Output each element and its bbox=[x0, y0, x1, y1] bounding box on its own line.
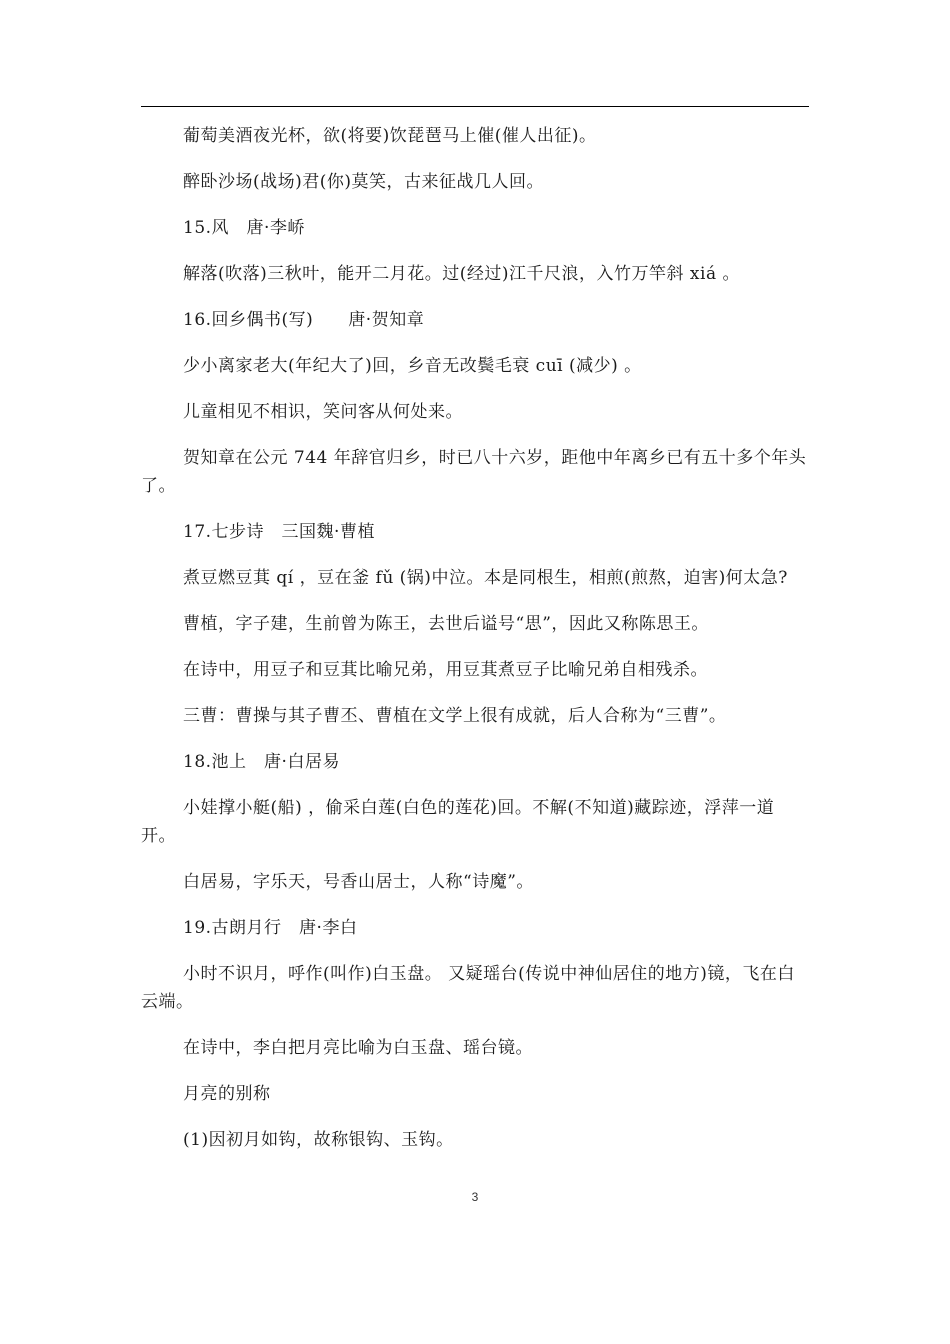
section-heading: 19.古朗月行 唐·李白 bbox=[183, 918, 358, 938]
paragraph: 三曹：曹操与其子曹丕、曹植在文学上很有成就，后人合称为“三曹”。 bbox=[183, 706, 727, 726]
paragraph: 在诗中，用豆子和豆萁比喻兄弟，用豆萁煮豆子比喻兄弟自相残杀。 bbox=[183, 660, 708, 680]
page-number: 3 bbox=[471, 1190, 479, 1204]
paragraph: 曹植，字子建，生前曾为陈王，去世后谥号“思”，因此又称陈思王。 bbox=[183, 614, 709, 634]
paragraph: (1)因初月如钩，故称银钩、玉钩。 bbox=[183, 1130, 454, 1150]
paragraph: 白居易，字乐天，号香山居士，人称“诗魔”。 bbox=[183, 872, 534, 892]
paragraph: 解落(吹落)三秋叶，能开二月花。过(经过)江千尺浪，入竹万竿斜 xiá 。 bbox=[183, 264, 740, 284]
section-heading: 18.池上 唐·白居易 bbox=[183, 752, 340, 772]
paragraph: 在诗中，李白把月亮比喻为白玉盘、瑶台镜。 bbox=[183, 1038, 533, 1058]
document-body bbox=[141, 122, 809, 1172]
paragraph: 少小离家老大(年纪大了)回，乡音无改鬓毛衰 cuī (减少) 。 bbox=[183, 356, 642, 376]
paragraph: 儿童相见不相识，笑问客从何处来。 bbox=[183, 402, 463, 422]
paragraph: 小娃撑小艇(船) ，偷采白莲(白色的莲花)回。不解(不知道)藏踪迹，浮萍一道开。 bbox=[141, 798, 775, 846]
paragraph: 月亮的别称 bbox=[183, 1084, 271, 1104]
paragraph: 醉卧沙场(战场)君(你)莫笑，古来征战几人回。 bbox=[183, 172, 545, 192]
section-heading: 15.风 唐·李峤 bbox=[183, 218, 305, 238]
paragraph: 葡萄美酒夜光杯，欲(将要)饮琵琶马上催(催人出征)。 bbox=[183, 126, 597, 146]
paragraph: 小时不识月，呼作(叫作)白玉盘。 又疑瑶台(传说中神仙居住的地方)镜，飞在白云端。 bbox=[141, 964, 795, 1012]
paragraph: 贺知章在公元 744 年辞官归乡，时已八十六岁，距他中年离乡已有五十多个年头了。 bbox=[141, 448, 807, 496]
section-heading: 16.回乡偶书(写) 唐·贺知章 bbox=[183, 310, 425, 330]
header-rule bbox=[141, 106, 809, 107]
section-heading: 17.七步诗 三国魏·曹植 bbox=[183, 522, 375, 542]
paragraph: 煮豆燃豆萁 qí ，豆在釜 fǔ (锅)中泣。本是同根生，相煎(煎熬，迫害)何太急? bbox=[183, 568, 788, 588]
